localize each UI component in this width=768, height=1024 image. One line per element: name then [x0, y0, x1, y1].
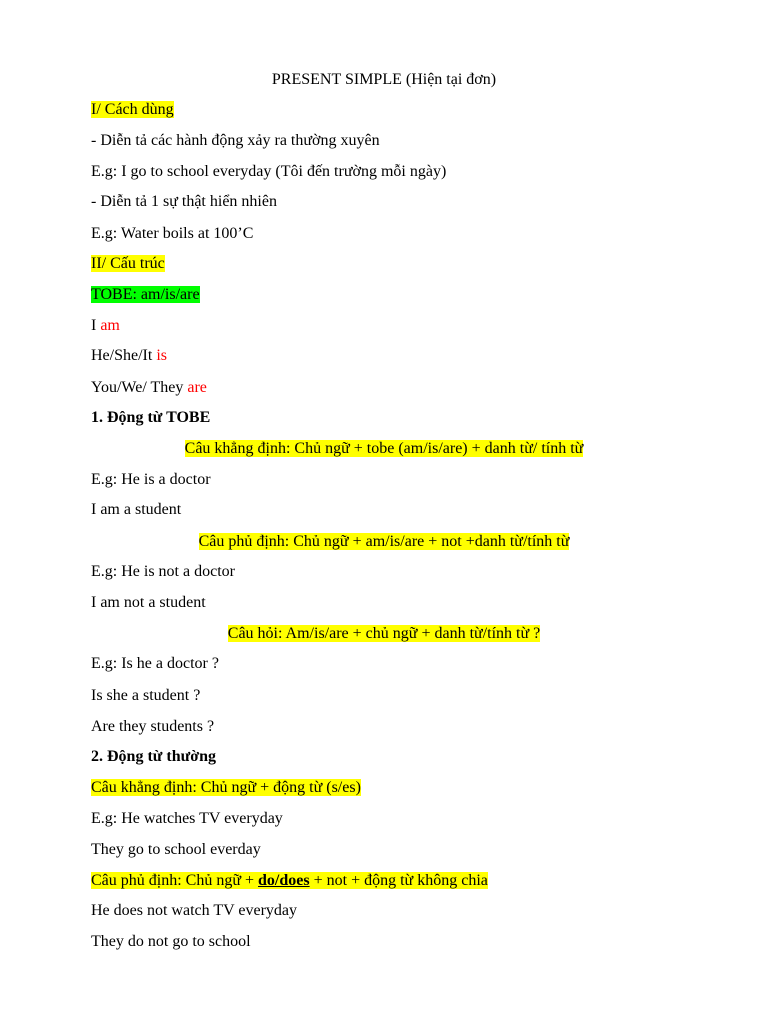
- verb-affirmative-rule: Câu khẳng định: Chủ ngữ + động từ (s/es): [91, 779, 361, 796]
- tobe-question-rule-line: [0, 623, 768, 645]
- use-2: - Diễn tả 1 sự thật hiển nhiên: [91, 193, 277, 210]
- verb-affirmative-rule-line: [91, 777, 361, 799]
- conj-i: [91, 315, 120, 337]
- tobe-negative-rule: Câu phủ định: Chủ ngữ + am/is/are + not +danh từ/tính từ: [198, 533, 570, 550]
- tobe-label-line: [91, 284, 200, 306]
- example-line: Are they students ?: [91, 718, 215, 735]
- example-line: Is she a student ?: [91, 687, 201, 704]
- rule-emphasis: do/does: [258, 872, 310, 889]
- example-line: E.g: He is not a doctor: [91, 563, 235, 580]
- example-line: He does not watch TV everyday: [91, 902, 298, 919]
- verb-negative-rule: [91, 872, 488, 889]
- example-line: They do not go to school: [91, 933, 251, 950]
- rule-text: + not + động từ không chia: [309, 872, 488, 889]
- conj-subject: I: [91, 317, 101, 334]
- tobe-label: TOBE: am/is/are: [91, 286, 200, 303]
- tobe-question-rule: Câu hỏi: Am/is/are + chủ ngữ + danh từ/tính từ ?: [227, 625, 541, 642]
- tobe-affirmative-rule-line: [0, 438, 768, 460]
- example-line: E.g: He watches TV everyday: [91, 810, 283, 827]
- conj-subject: You/We/ They: [91, 379, 188, 396]
- example-2: E.g: Water boils at 100’C: [91, 225, 254, 242]
- conj-you-we-they: [91, 377, 207, 399]
- tobe-negative-rule-line: [0, 531, 768, 553]
- part2-heading: 2. Động từ thường: [91, 748, 216, 765]
- example-line: E.g: Is he a doctor ?: [91, 655, 219, 672]
- rule-text: Câu phủ định: Chủ ngữ +: [91, 872, 259, 889]
- section1-heading-line: [91, 99, 174, 121]
- conj-verb: is: [156, 347, 167, 364]
- section1-heading: I/ Cách dùng: [91, 101, 174, 118]
- part1-heading: 1. Động từ TOBE: [91, 409, 211, 426]
- example-line: I am not a student: [91, 594, 206, 611]
- conj-he-she-it: [91, 345, 167, 367]
- example-line: They go to school everday: [91, 841, 261, 858]
- example-1: E.g: I go to school everyday (Tôi đến trường mỗi ngày): [91, 163, 447, 180]
- conj-verb: are: [187, 379, 207, 396]
- example-line: I am a student: [91, 501, 182, 518]
- page-title: PRESENT SIMPLE (Hiện tại đơn): [271, 71, 497, 88]
- example-line: E.g: He is a doctor: [91, 471, 211, 488]
- tobe-affirmative-rule: Câu khẳng định: Chủ ngữ + tobe (am/is/are) + danh từ/ tính từ: [184, 440, 584, 457]
- use-1: - Diễn tả các hành động xảy ra thường xuyên: [91, 132, 380, 149]
- section2-heading: II/ Cấu trúc: [91, 255, 165, 272]
- verb-negative-rule-line: [91, 870, 488, 892]
- conj-subject: He/She/It: [91, 347, 157, 364]
- conj-verb: am: [100, 317, 120, 334]
- section2-heading-line: [91, 253, 165, 275]
